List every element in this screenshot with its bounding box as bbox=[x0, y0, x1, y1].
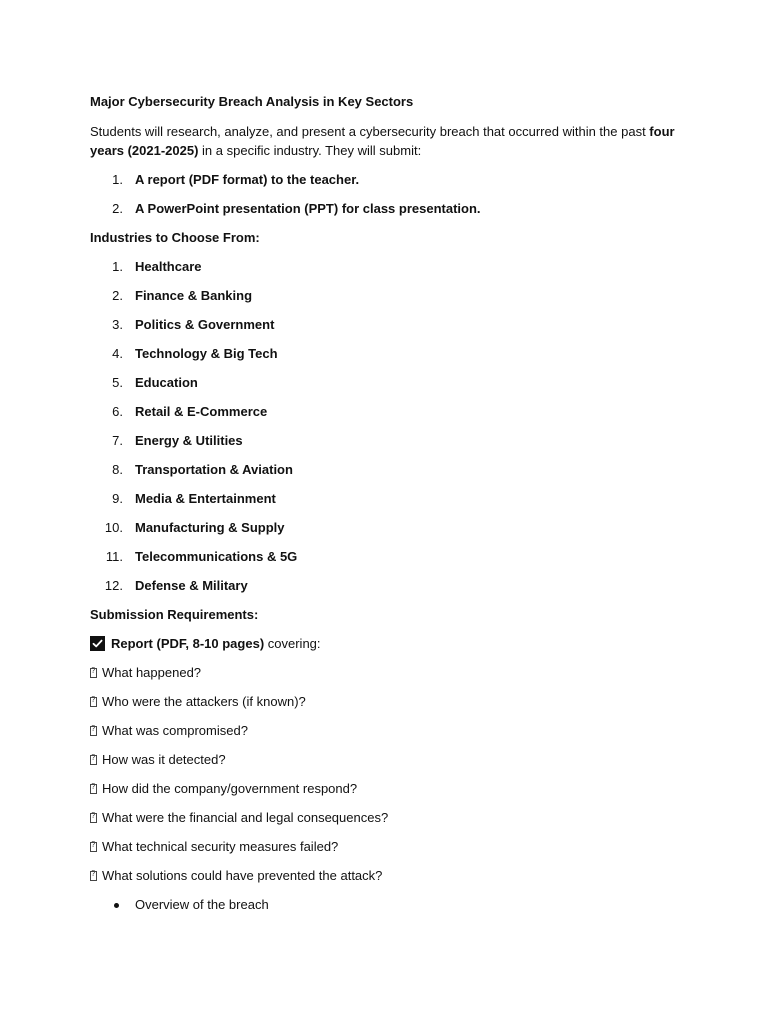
list-text: Transportation & Aviation bbox=[135, 462, 293, 477]
check-mark-icon bbox=[90, 636, 105, 651]
list-number: 11. bbox=[105, 549, 123, 564]
list-item bbox=[90, 519, 680, 548]
list-number: 7. bbox=[112, 433, 123, 448]
list-number: 1. bbox=[112, 259, 123, 274]
list-item bbox=[90, 374, 680, 403]
list-number: 10. bbox=[104, 520, 123, 535]
list-number: 4. bbox=[112, 346, 123, 361]
list-text: Technology & Big Tech bbox=[135, 346, 278, 361]
list-number: 6. bbox=[112, 404, 123, 419]
question-text: What technical security measures failed? bbox=[102, 839, 339, 854]
report-label: Report (PDF, 8-10 pages) bbox=[111, 636, 265, 651]
list-text: Finance & Banking bbox=[135, 288, 253, 303]
document-body bbox=[90, 93, 680, 925]
intro-bold-period: four years (2021-2025) bbox=[90, 124, 675, 158]
submission-heading: Submission Requirements: bbox=[90, 607, 259, 622]
list-text: A report (PDF format) to the teacher. bbox=[135, 172, 360, 187]
missing-glyph-icon bbox=[90, 668, 97, 678]
list-item bbox=[90, 258, 680, 287]
list-item bbox=[90, 432, 680, 461]
list-number: 3. bbox=[112, 317, 123, 332]
list-item bbox=[90, 809, 680, 838]
missing-glyph-icon bbox=[90, 726, 97, 736]
bullet-text: Overview of the breach bbox=[135, 897, 269, 912]
list-number: 5. bbox=[112, 375, 123, 390]
question-text: What was compromised? bbox=[102, 723, 248, 738]
list-item bbox=[90, 664, 680, 693]
list-item bbox=[90, 403, 680, 432]
intro-text-end: in a specific industry. They will submit: bbox=[198, 143, 422, 158]
list-item bbox=[90, 838, 680, 867]
bullet-icon bbox=[114, 903, 119, 908]
missing-glyph-icon bbox=[90, 871, 97, 881]
question-text: What happened? bbox=[102, 665, 202, 680]
report-label-rest: covering: bbox=[264, 636, 321, 651]
list-item bbox=[90, 171, 680, 200]
question-text: How was it detected? bbox=[102, 752, 226, 767]
list-text: Education bbox=[135, 375, 198, 390]
list-text: Telecommunications & 5G bbox=[135, 549, 298, 564]
list-text: Manufacturing & Supply bbox=[135, 520, 285, 535]
list-item bbox=[90, 287, 680, 316]
industries-heading: Industries to Choose From: bbox=[90, 230, 260, 245]
list-text: A PowerPoint presentation (PPT) for class presentation. bbox=[135, 201, 481, 216]
question-text: What were the financial and legal consequences? bbox=[102, 810, 389, 825]
intro-paragraph bbox=[90, 122, 680, 160]
list-text: Retail & E-Commerce bbox=[135, 404, 268, 419]
question-text: What solutions could have prevented the attack? bbox=[102, 868, 383, 883]
missing-glyph-icon bbox=[90, 813, 97, 823]
list-item bbox=[90, 200, 680, 229]
questions-list bbox=[90, 664, 680, 896]
industries-list bbox=[90, 258, 680, 606]
list-item bbox=[90, 693, 680, 722]
list-text: Politics & Government bbox=[135, 317, 275, 332]
list-item bbox=[90, 722, 680, 751]
intro-text: Students will research, analyze, and present a cybersecurity breach that occurred within the past bbox=[90, 124, 650, 139]
missing-glyph-icon bbox=[90, 842, 97, 852]
missing-glyph-icon bbox=[90, 697, 97, 707]
list-number: 9. bbox=[112, 491, 123, 506]
bullet-list bbox=[90, 896, 680, 925]
list-number: 2. bbox=[112, 288, 123, 303]
list-item bbox=[90, 577, 680, 606]
list-number: 2. bbox=[112, 201, 123, 216]
list-item bbox=[90, 751, 680, 780]
list-number: 1. bbox=[112, 172, 123, 187]
document-title: Major Cybersecurity Breach Analysis in Key Sectors bbox=[90, 94, 414, 109]
list-text: Media & Entertainment bbox=[135, 491, 276, 506]
question-text: How did the company/government respond? bbox=[102, 781, 358, 796]
list-item bbox=[90, 490, 680, 519]
list-item bbox=[90, 461, 680, 490]
list-item bbox=[90, 548, 680, 577]
list-text: Defense & Military bbox=[135, 578, 248, 593]
list-item bbox=[90, 780, 680, 809]
list-text: Energy & Utilities bbox=[135, 433, 243, 448]
deliverables-list bbox=[90, 171, 680, 229]
list-number: 8. bbox=[112, 462, 123, 477]
list-item bbox=[90, 867, 680, 896]
missing-glyph-icon bbox=[90, 784, 97, 794]
list-number: 12. bbox=[104, 578, 123, 593]
list-item bbox=[90, 345, 680, 374]
list-text: Healthcare bbox=[135, 259, 202, 274]
question-text: Who were the attackers (if known)? bbox=[102, 694, 306, 709]
list-item bbox=[90, 316, 680, 345]
report-requirement bbox=[90, 635, 680, 664]
missing-glyph-icon bbox=[90, 755, 97, 765]
list-item bbox=[90, 896, 680, 925]
